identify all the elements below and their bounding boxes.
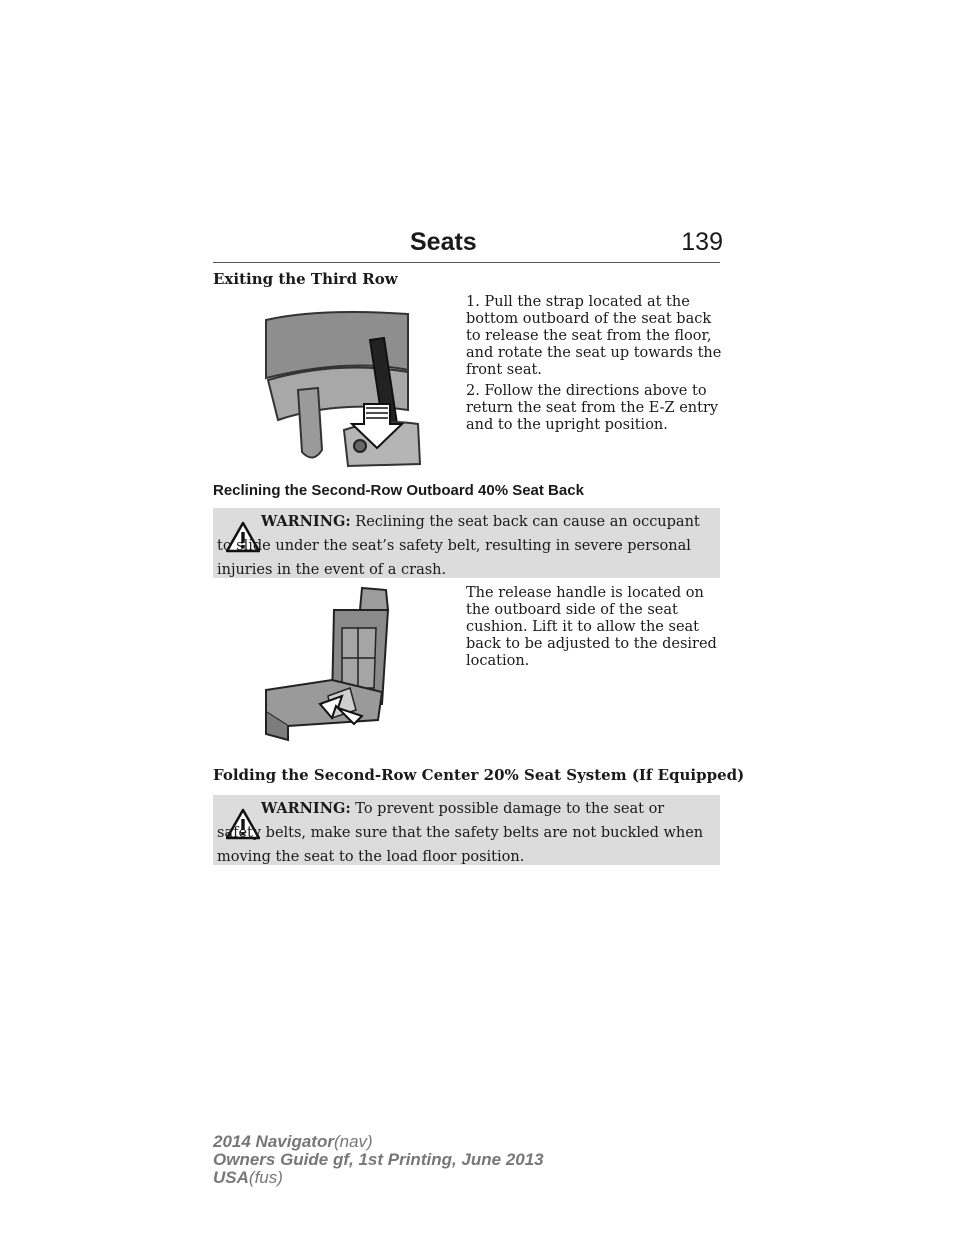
warning-text-recline: Reclining the seat back can cause an occupant to slide under the seat’s safety belt, resulting in severe personal injuries in the event of a crash.: [217, 514, 700, 578]
heading-folding-center-seat: Folding the Second-Row Center 20% Seat System (If Equipped): [213, 766, 745, 784]
section-title: Seats: [410, 228, 477, 256]
heading-reclining-seat-back: Reclining the Second-Row Outboard 40% Seat Back: [213, 482, 584, 499]
warning-box-fold: [213, 795, 720, 865]
warning-box-recline: [213, 508, 720, 578]
footer-guide: Owners Guide gf, 1st Printing, June 2013: [213, 1150, 544, 1169]
footer-model: 2014 Navigator: [213, 1132, 334, 1151]
recline-instructions: The release handle is located on the outboard side of the seat cushion. Lift it to allow the seat back to be adjusted to the desired location.: [466, 585, 717, 669]
warning-label: WARNING:: [261, 513, 351, 530]
exit-step-1: 1. Pull the strap located at the bottom outboard of the seat back to release the seat from the floor, and rotate the seat up towards the front seat.: [466, 294, 722, 378]
footer-region: USA: [213, 1168, 249, 1187]
warning-label: WARNING:: [261, 800, 351, 817]
footer-region-code: (fus): [248, 1168, 283, 1187]
third-row-strap-illustration: [258, 300, 436, 472]
header-divider: [213, 262, 720, 263]
warning-text-fold: To prevent possible damage to the seat or safety belts, make sure that the safety belts are not buckled when moving the seat to the load floor position.: [217, 801, 704, 865]
second-row-seat-recline-illustration: [258, 584, 436, 746]
exit-step-2: 2. Follow the directions above to return the seat from the E-Z entry and to the upright position.: [466, 383, 719, 433]
footer-model-code: (nav): [333, 1132, 373, 1151]
page-number: 139: [681, 228, 723, 256]
heading-exiting-third-row: Exiting the Third Row: [213, 270, 398, 288]
page-footer: [213, 1133, 544, 1187]
